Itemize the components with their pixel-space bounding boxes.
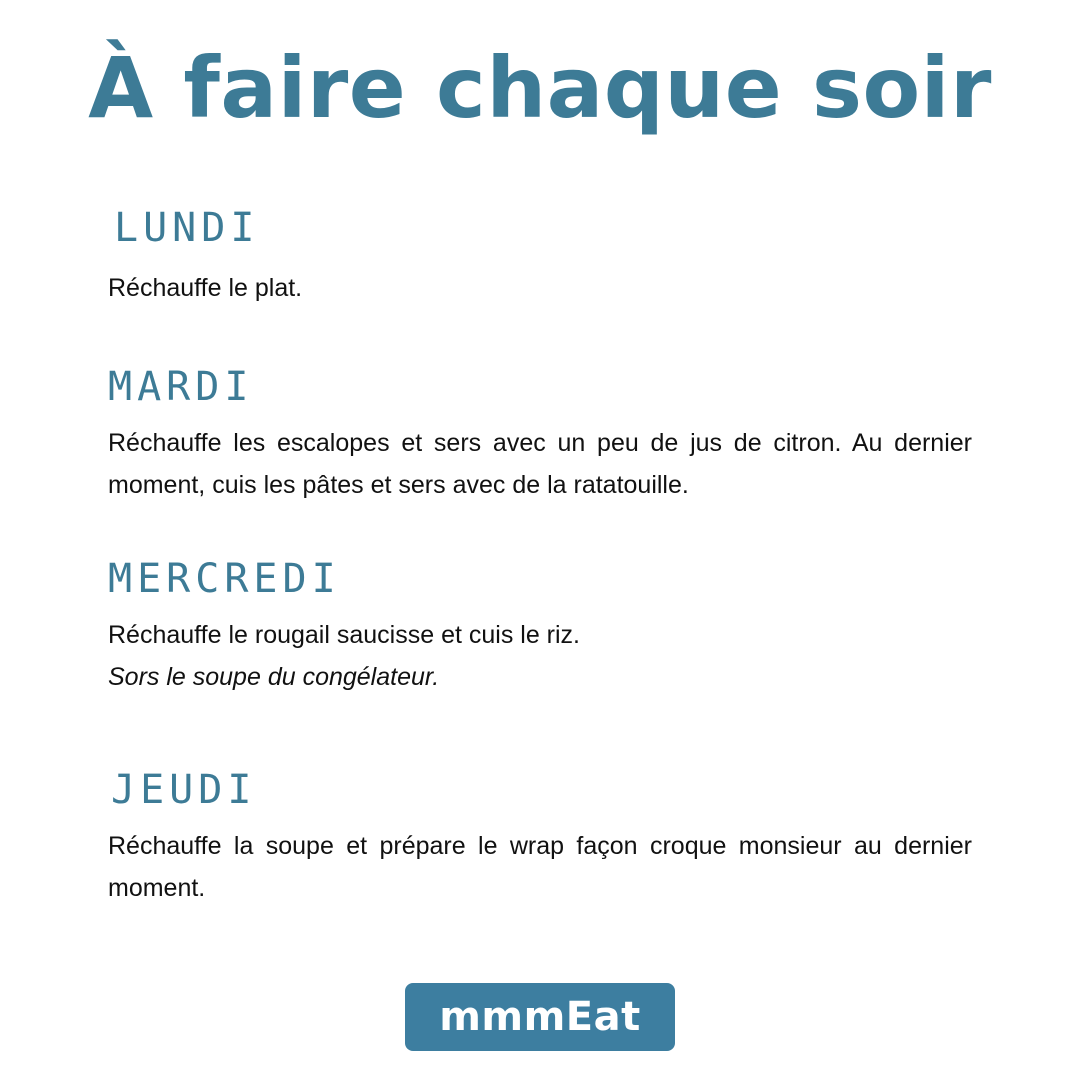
- day-heading-mardi: MARDI: [108, 364, 254, 410]
- day-instructions-mardi: Réchauffe les escalopes et sers avec un peu de jus de citron. Au dernier moment, cuis les pâtes et sers avec de la ratatouille.: [108, 429, 972, 499]
- brand-logo-text: mmmEat: [439, 994, 641, 1040]
- day-instructions-mercredi: Réchauffe le rougail saucisse et cuis le riz.: [108, 621, 580, 649]
- day-instructions-lundi: Réchauffe le plat.: [108, 274, 303, 302]
- day-instructions-jeudi: Réchauffe la soupe et prépare le wrap façon croque monsieur au dernier moment.: [108, 832, 972, 902]
- brand-logo: [405, 983, 675, 1051]
- day-section-jeudi: [108, 767, 972, 909]
- page-title: À faire chaque soir: [88, 39, 992, 137]
- day-section-mardi: [108, 364, 972, 506]
- day-section-lundi: [108, 205, 972, 309]
- day-section-mercredi: [108, 556, 972, 698]
- day-heading-jeudi: JEUDI: [111, 767, 257, 813]
- day-note-mercredi: Sors le soupe du congélateur.: [108, 663, 440, 691]
- day-heading-lundi: LUNDI: [114, 205, 260, 251]
- day-heading-mercredi: MERCREDI: [108, 556, 341, 602]
